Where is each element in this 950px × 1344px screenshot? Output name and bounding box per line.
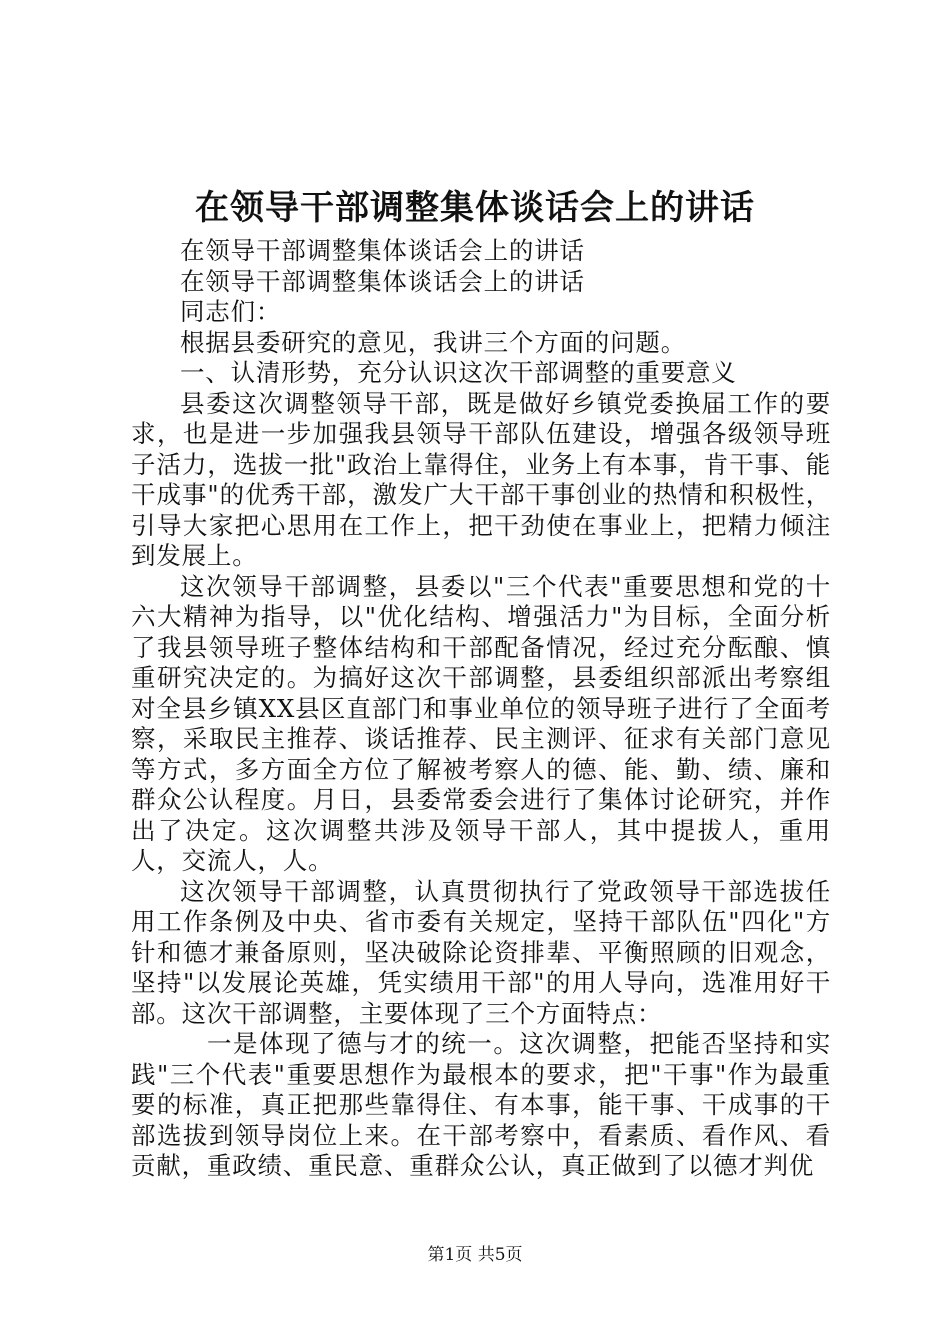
body-paragraph: 县委这次调整领导干部，既是做好乡镇党委换届工作的要求，也是进一步加强我县领导干部队伍建设，增强各级领导班子活力，选拔一批"政治上靠得住，业务上有本事，肯干事、能干成事"的优秀干部，激发广大干部干事创业的热情和积极性，引导大家把心思用在工作上，把干劲使在事业上，把精力倾注到发展上。 — [131, 388, 831, 570]
page-number: 第1页 共5页 — [427, 1245, 523, 1265]
subtitle-line: 在领导干部调整集体谈话会上的讲话 — [180, 236, 585, 265]
subtitle-line: 在领导干部调整集体谈话会上的讲话 — [180, 266, 585, 296]
document-title: 在领导干部调整集体谈话会上的讲话 — [195, 188, 755, 228]
body-paragraph: 这次领导干部调整，认真贯彻执行了党政领导干部选拔任用工作条例及中央、省市委有关规定，坚持干部队伍"四化"方针和德才兼备原则，坚决破除论资排辈、平衡照顾的旧观念，坚持"以发展论英雄，凭实绩用干部"的用人导向，选准用好干部。这次干部调整，主要体现了三个方面特点： — [131, 876, 831, 1028]
salutation: 同志们： — [180, 297, 282, 326]
page-footer — [0, 1243, 950, 1267]
body-paragraph: 这次领导干部调整，县委以"三个代表"重要思想和党的十六大精神为指导，以"优化结构、增强活力"为目标，全面分析了我县领导班子整体结构和干部配备情况，经过充分酝酿、慎重研究决定的。为搞好这次干部调整，县委组织部派出考察组对全县乡镇XX县区直部门和事业单位的领导班子进行了全面考察，采取民主推荐、谈话推荐、民主测评、征求有关部门意见等方式，多方面全方位了解被考察人的德、能、勤、绩、廉和群众公认程度。月日，县委常委会进行了集体讨论研究，并作出了决定。这次调整共涉及领导干部人，其中提拔人，重用人，交流人，人。 — [131, 571, 831, 875]
intro-line: 根据县委研究的意见，我讲三个方面的问题。 — [180, 327, 686, 357]
section-heading: 一、认清形势，充分认识这次干部调整的重要意义 — [180, 358, 737, 387]
body-paragraph: 一是体现了德与才的统一。这次调整，把能否坚持和实践"三个代表"重要思想作为最根本的要求，把"干事"作为最重要的标准，真正把那些靠得住、有本事，能干事、干成事的干部选拔到领导岗位上来。在干部考察中，看素质、看作风、看贡献，重政绩、重民意、重群众公认，真正做到了以德才判优 — [131, 1029, 831, 1180]
document-body — [131, 236, 831, 1182]
